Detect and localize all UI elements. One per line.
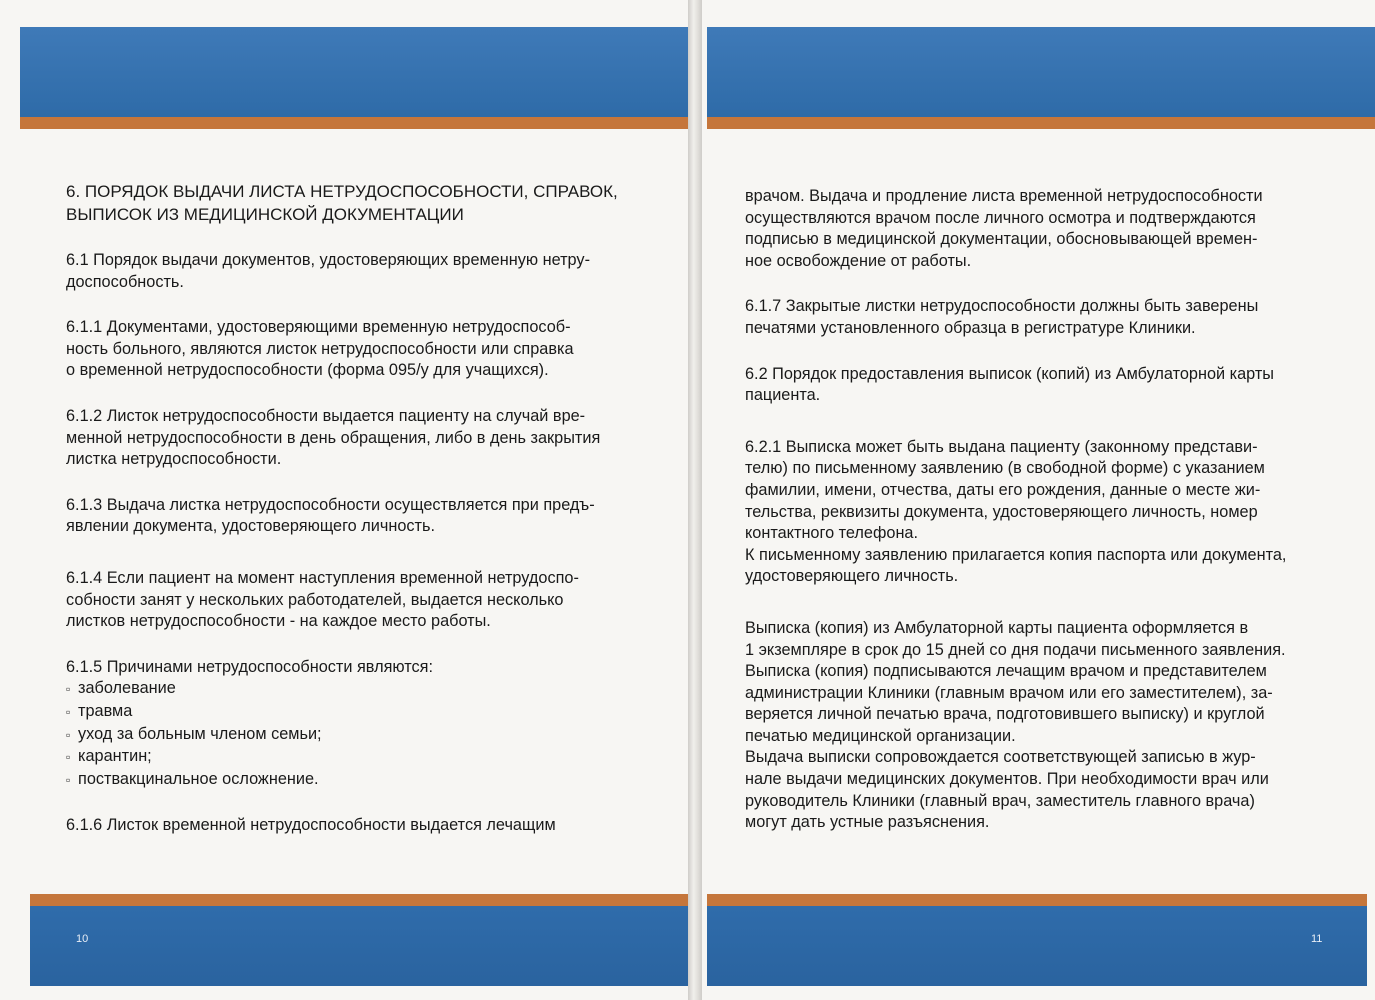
paragraph-signed: Выписка (копия) подписываются лечащим врачом и представителем администрации Клиники (главным врачом или его заместителем), за- веряется личной печатью врача, подготовившего выписку) и круглой печатью медицинской организации. xyxy=(745,662,1273,745)
header-stripe xyxy=(707,117,1375,129)
list-item: ▫ поствакцинальное осложнение. xyxy=(66,769,666,792)
page-number: 10 xyxy=(76,933,89,945)
header-band xyxy=(707,27,1375,117)
header-stripe xyxy=(20,117,690,129)
paragraph-journal: Выдача выписки сопровождается соответствующей записью в жур- нале выдачи медицинских документов. При необходимости врач или руководитель Клиники (главный врач, заместитель главного врача) могут дать устные разъяснения. xyxy=(745,748,1269,832)
paragraph-extract: Выписка (копия) из Амбулаторной карты пациента оформляется в 1 экземпляре в срок до 15 дней со дня подачи письменного заявления. xyxy=(745,618,1286,659)
footer-stripe xyxy=(707,894,1367,906)
paragraph-6-2-1: 6.2.1 Выписка может быть выдана пациенту (законному представи- телю) по письменному заявлению (в свободной форме) с указанием фамилии, имени, отчества, даты его рождения, данные о месте жи- тельства, реквизиты документа, удостоверяющего личность, номер контактного телефона. xyxy=(745,437,1265,543)
right-page xyxy=(699,0,1375,1000)
list-item: ▫ уход за больным членом семьи; xyxy=(66,724,666,747)
header-band xyxy=(20,27,690,117)
paragraph-6-1-3: 6.1.3 Выдача листка нетрудоспособности осуществляется при предъ- явлении документа, удостоверяющего личность. xyxy=(66,495,595,536)
footer-band xyxy=(30,906,690,986)
paragraph-6-1-4: 6.1.4 Если пациент на момент наступления временной нетрудоспо- собности занят у нескольких работодателей, выдается несколько листков нетрудоспособности - на каждое место работы. xyxy=(66,568,579,631)
paragraph-6-1-7: 6.1.7 Закрытые листки нетрудоспособности должны быть заверены печатями установленного образца в регистратуре Клиники. xyxy=(745,297,1259,337)
book-spine xyxy=(688,0,702,1000)
paragraph-attachment: К письменному заявлению прилагается копия паспорта или документа, удостоверяющего личность. xyxy=(745,545,1287,586)
section-heading: 6. ПОРЯДОК ВЫДАЧИ ЛИСТА НЕТРУДОСПОСОБНОСТИ, СПРАВОК, ВЫПИСОК ИЗ МЕДИЦИНСКОЙ ДОКУМЕНТАЦИИ xyxy=(66,182,618,224)
left-page-text xyxy=(66,180,666,837)
paragraph-6-1-6: 6.1.6 Листок временной нетрудоспособности выдается лечащим xyxy=(66,816,556,835)
footer-stripe xyxy=(30,894,690,906)
paragraph-continuation: врачом. Выдача и продление листа временной нетрудоспособности осуществляются врачом после личного осмотра и подтверждаются подписью в медицинской документации, обосновывающей времен- ное освобождение от работы. xyxy=(745,187,1263,270)
list-item: ▫ карантин; xyxy=(66,746,666,769)
footer-band xyxy=(707,906,1367,986)
list-item: ▫ травма xyxy=(66,701,666,724)
paragraph-6-1-1: 6.1.1 Документами, удостоверяющими временную нетрудоспособ- ность больного, являются листок нетрудоспособности или справка о временной нетрудоспособности (форма 095/у для учащихся). xyxy=(66,318,574,380)
page-number: 11 xyxy=(1311,933,1323,945)
paragraph-6-1-2: 6.1.2 Листок нетрудоспособности выдается пациенту на случай вре- менной нетрудоспособности в день обращения, либо в день закрытия листка нетрудоспособности. xyxy=(66,406,601,469)
paragraph-6-1-5: 6.1.5 Причинами нетрудоспособности являются: xyxy=(66,657,434,676)
list-item: ▫ заболевание xyxy=(66,678,666,701)
paragraph-6-2: 6.2 Порядок предоставления выписок (копий) из Амбулаторной карты пациента. xyxy=(745,364,1275,405)
right-page-text xyxy=(745,186,1345,834)
causes-list xyxy=(66,678,666,791)
paragraph-6-1: 6.1 Порядок выдачи документов, удостоверяющих временную нетру- доспособность. xyxy=(66,251,590,291)
